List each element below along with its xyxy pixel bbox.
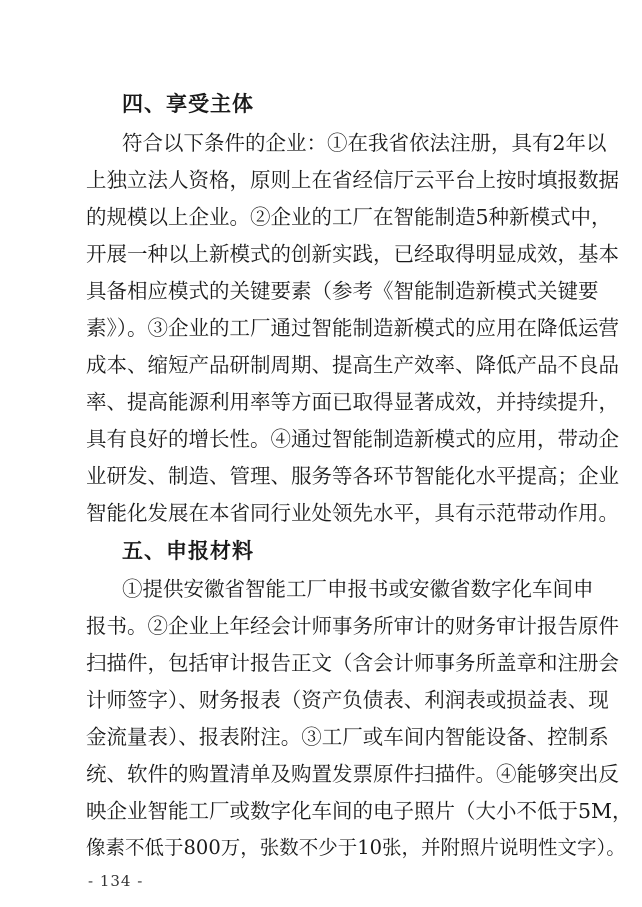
paragraph-line: 像素不低于800万，张数不少于10张，并附照片说明性文字）。 <box>86 836 626 859</box>
paragraph-line: ①提供安徽省智能工厂申报书或安徽省数字化车间申 <box>122 577 594 601</box>
paragraph-line: 计师签字）、财务报表（资产负债表、利润表或损益表、现 <box>86 688 609 712</box>
paragraph-line: 上独立法人资格，原则上在省经信厅云平台上按时填报数据 <box>86 168 619 192</box>
section-heading: 五、申报材料 <box>122 538 254 563</box>
paragraph-line: 扫描件，包括审计报告正文（含会计师事务所盖章和注册会 <box>86 651 619 675</box>
paragraph-line: 的规模以上企业。②企业的工厂在智能制造5种新模式中， <box>86 205 612 229</box>
paragraph-line: 金流量表）、报表附注。③工厂或车间内智能设备、控制系 <box>86 725 609 749</box>
paragraph-line: 具备相应模式的关键要素（参考《智能制造新模式关键要 <box>86 279 599 303</box>
section-heading: 四、享受主体 <box>122 91 254 116</box>
paragraph-line: 率、提高能源利用率等方面已取得显著成效，并持续提升， <box>86 390 619 414</box>
paragraph-line: 业研发、制造、管理、服务等各环节智能化水平提高；企业 <box>86 464 619 488</box>
paragraph-line: 统、软件的购置清单及购置发票原件扫描件。④能够突出反 <box>86 762 619 786</box>
paragraph-line: 符合以下条件的企业：①在我省依法注册，具有2年以 <box>122 131 607 155</box>
paragraph-line: 素》）。③企业的工厂通过智能制造新模式的应用在降低运营 <box>86 316 619 340</box>
paragraph-line: 映企业智能工厂或数字化车间的电子照片（大小不低于5M， <box>86 799 633 823</box>
paragraph-line: 具有良好的增长性。④通过智能制造新模式的应用，带动企 <box>86 427 619 451</box>
page-number: - 134 - <box>88 872 144 890</box>
paragraph-line: 开展一种以上新模式的创新实践，已经取得明显成效，基本 <box>86 242 619 266</box>
paragraph-line: 智能化发展在本省同行业处领先水平，具有示范带动作用。 <box>86 501 619 525</box>
paragraph-line: 报书。②企业上年经会计师事务所审计的财务审计报告原件 <box>86 614 619 638</box>
paragraph-line: 成本、缩短产品研制周期、提高生产效率、降低产品不良品 <box>86 353 619 377</box>
